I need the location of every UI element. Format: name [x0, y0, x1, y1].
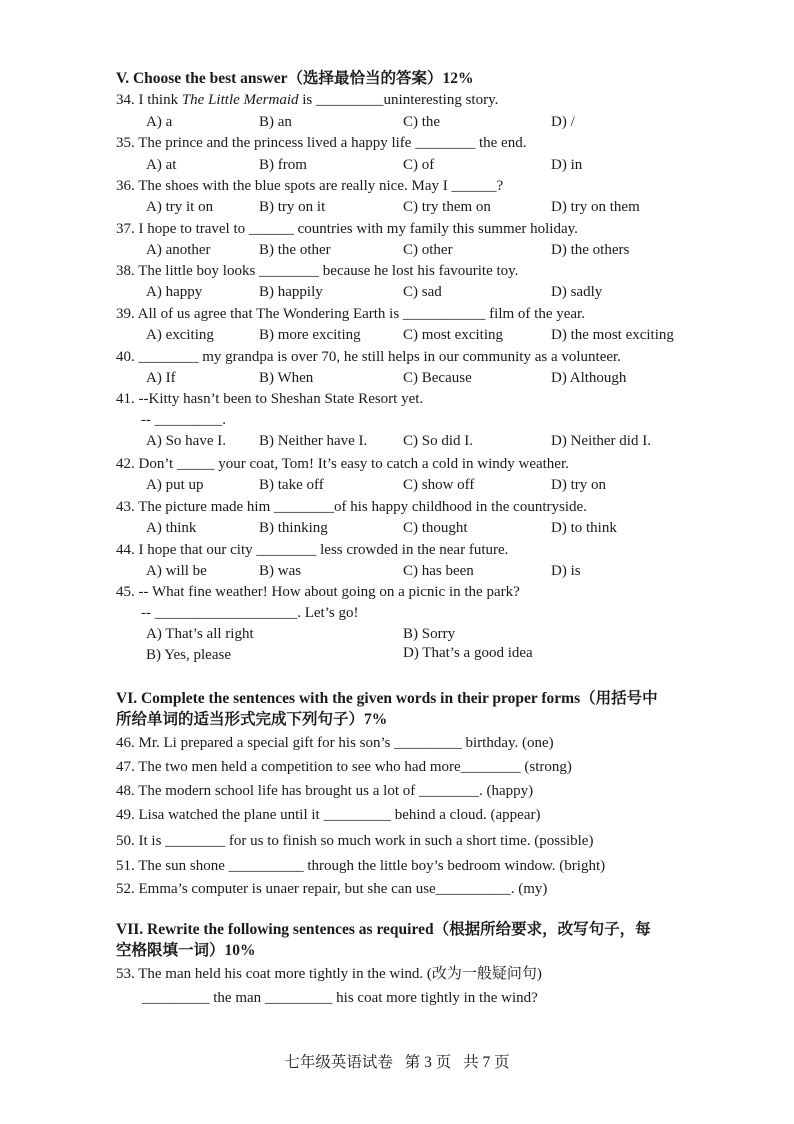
q41-option-a: A) So have I. [146, 433, 226, 449]
q40-option-d: D) Although [551, 370, 627, 386]
q39-option-d: D) the most exciting [551, 327, 674, 343]
q42-option-d: D) try on [551, 477, 606, 493]
q44-option-a: A) will be [146, 563, 207, 579]
question-36-stem: 36. The shoes with the blue spots are really nice. May I ______? [116, 178, 504, 194]
question-34-stem: 34. I think The Little Mermaid is _________uninteresting story. [116, 92, 499, 108]
q45-option-a: A) That’s all right [146, 626, 254, 642]
question-45-stem: 45. -- What fine weather! How about going on a picnic in the park? [116, 584, 520, 600]
question-49: 49. Lisa watched the plane until it _________ behind a cloud. (appear) [116, 807, 541, 823]
question-41-response: -- _________. [141, 412, 226, 428]
footer-total-pages: 共 7 页 [463, 1054, 510, 1071]
q38-option-c: C) sad [403, 284, 442, 300]
q41-option-b: B) Neither have I. [259, 433, 368, 449]
question-48: 48. The modern school life has brought us a lot of ________. (happy) [116, 783, 534, 799]
q38-option-a: A) happy [146, 284, 203, 300]
q34-option-c: C) the [403, 114, 441, 130]
footer-exam-title: 七年级英语试卷 [284, 1054, 393, 1071]
q44-option-c: C) has been [403, 563, 474, 579]
question-46: 46. Mr. Li prepared a special gift for his son’s _________ birthday. (one) [116, 735, 554, 751]
q43-option-b: B) thinking [259, 520, 328, 536]
question-38-stem: 38. The little boy looks ________ because he lost his favourite toy. [116, 263, 519, 279]
q35-option-d: D) in [551, 157, 583, 173]
section-7-heading-line-2: 空格限填一词）10% [116, 942, 256, 959]
q34-option-b: B) an [259, 114, 292, 130]
q38-option-d: D) sadly [551, 284, 603, 300]
q44-option-d: D) is [551, 563, 581, 579]
q34-option-a: A) a [146, 114, 173, 130]
question-40-stem: 40. ________ my grandpa is over 70, he still helps in our community as a volunteer. [116, 349, 621, 365]
q42-option-c: C) show off [403, 477, 475, 493]
q42-option-a: A) put up [146, 477, 204, 493]
question-47: 47. The two men held a competition to see who had more________ (strong) [116, 759, 572, 775]
q37-option-a: A) another [146, 242, 211, 258]
question-41-stem: 41. --Kitty hasn’t been to Sheshan State Resort yet. [116, 391, 424, 407]
q40-option-c: C) Because [403, 370, 472, 386]
footer-page-number: 第 3 页 [404, 1054, 452, 1071]
q43-option-d: D) to think [551, 520, 617, 536]
q37-option-b: B) the other [259, 242, 331, 258]
q37-option-d: D) the others [551, 242, 630, 258]
q39-option-a: A) exciting [146, 327, 214, 343]
q41-option-d: D) Neither did I. [551, 433, 651, 449]
q34-option-d: D) / [551, 114, 575, 130]
q35-option-c: C) of [403, 157, 435, 173]
q40-option-a: A) If [146, 370, 176, 386]
question-51: 51. The sun shone __________ through the little boy’s bedroom window. (bright) [116, 858, 606, 874]
q43-option-c: C) thought [403, 520, 468, 536]
q42-option-b: B) take off [259, 477, 324, 493]
question-52: 52. Emma’s computer is unaer repair, but she can use__________. (my) [116, 881, 548, 897]
q43-option-a: A) think [146, 520, 197, 536]
q36-option-b: B) try on it [259, 199, 326, 215]
q37-option-c: C) other [403, 242, 453, 258]
question-45-response: -- ___________________. Let’s go! [141, 605, 359, 621]
q36-option-a: A) try it on [146, 199, 214, 215]
q39-option-b: B) more exciting [259, 327, 361, 343]
q36-option-c: C) try them on [403, 199, 491, 215]
question-50: 50. It is ________ for us to finish so much work in such a short time. (possible) [116, 833, 594, 849]
q36-option-d: D) try on them [551, 199, 640, 215]
question-35-stem: 35. The prince and the princess lived a happy life ________ the end. [116, 135, 527, 151]
q45-option-c: B) Yes, please [146, 647, 231, 663]
question-43-stem: 43. The picture made him ________of his happy childhood in the countryside. [116, 499, 587, 515]
film-title-italic: The Little Mermaid [181, 92, 299, 108]
q35-option-b: B) from [259, 157, 307, 173]
q41-option-c: C) So did I. [403, 433, 474, 449]
question-37-stem: 37. I hope to travel to ______ countries with my family this summer holiday. [116, 221, 578, 237]
section-6-heading-line-1: VI. Complete the sentences with the given words in their proper forms（用括号中 [116, 690, 658, 707]
q35-option-a: A) at [146, 157, 177, 173]
question-42-stem: 42. Don’t _____ your coat, Tom! It’s easy to catch a cold in windy weather. [116, 456, 569, 472]
question-44-stem: 44. I hope that our city ________ less crowded in the near future. [116, 542, 509, 558]
q44-option-b: B) was [259, 563, 302, 579]
section-7-heading-line-1: VII. Rewrite the following sentences as required（根据所给要求，改写句子，每 [116, 921, 651, 938]
section-5-heading: V. Choose the best answer（选择最恰当的答案）12% [116, 70, 474, 87]
question-53-stem: 53. The man held his coat more tightly in the wind. (改为一般疑问句) [116, 966, 542, 982]
question-53-answer-line: _________ the man _________ his coat more tightly in the wind? [142, 990, 538, 1006]
q45-option-b: B) Sorry [403, 626, 456, 642]
q38-option-b: B) happily [259, 284, 323, 300]
page-footer [0, 1050, 794, 1072]
q40-option-b: B) When [259, 370, 314, 386]
question-39-stem: 39. All of us agree that The Wondering Earth is ___________ film of the year. [116, 306, 585, 322]
q39-option-c: C) most exciting [403, 327, 503, 343]
section-6-heading-line-2: 所给单词的适当形式完成下列句子）7% [116, 711, 388, 728]
q45-option-d: D) That’s a good idea [403, 645, 533, 661]
